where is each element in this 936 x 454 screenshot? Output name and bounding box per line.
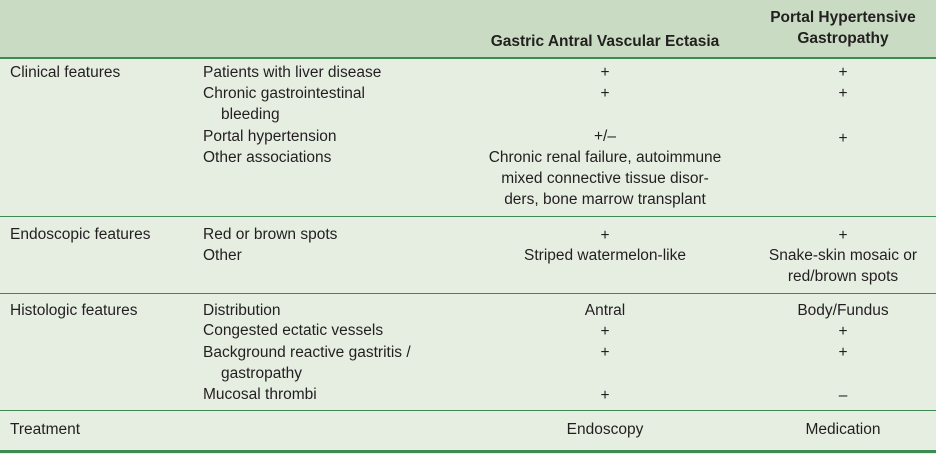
cell-phg: Medication xyxy=(805,421,881,438)
cell-gave: + xyxy=(600,344,610,361)
row-label-continued: gastropathy xyxy=(221,365,302,382)
cell-gave: Striped watermelon-like xyxy=(524,247,686,264)
feature-clinical: Clinical features xyxy=(10,64,121,81)
cell-phg: + xyxy=(838,344,848,361)
section-divider xyxy=(0,216,936,217)
cell-phg-line: Snake-skin mosaic or xyxy=(768,247,918,264)
section-divider xyxy=(0,410,936,411)
cell-phg: Body/Fundus xyxy=(797,302,889,319)
row-label: Patients with liver disease xyxy=(203,64,382,81)
header-phg-line1: Portal Hypertensive xyxy=(770,9,916,26)
feature-treatment: Treatment xyxy=(10,421,81,438)
header-phg-line2: Gastropathy xyxy=(797,30,889,47)
feature-histologic: Histologic features xyxy=(10,302,138,319)
cell-gave: + xyxy=(600,64,610,81)
cell-gave: +/– xyxy=(594,128,616,145)
row-label-continued: bleeding xyxy=(221,106,280,123)
table-bottom-border xyxy=(0,450,936,453)
row-label: Congested ectatic vessels xyxy=(203,322,384,339)
cell-phg: + xyxy=(838,130,848,147)
cell-gave-line: ders, bone marrow transplant xyxy=(504,191,706,208)
row-label: Distribution xyxy=(203,302,281,319)
cell-gave: + xyxy=(600,387,610,404)
cell-gave: + xyxy=(600,85,610,102)
cell-phg: + xyxy=(838,323,848,340)
cell-gave: Endoscopy xyxy=(566,421,644,438)
cell-gave: + xyxy=(600,227,610,244)
table-header xyxy=(0,0,936,59)
header-gave: Gastric Antral Vascular Ectasia xyxy=(490,33,720,50)
cell-gave: + xyxy=(600,323,610,340)
row-label: Red or brown spots xyxy=(203,226,338,243)
cell-phg: – xyxy=(838,387,848,404)
feature-endoscopic: Endoscopic features xyxy=(10,226,151,243)
cell-gave-line: Chronic renal failure, autoimmune xyxy=(488,149,722,166)
cell-phg-line: red/brown spots xyxy=(787,268,899,285)
cell-gave-line: mixed connective tissue disor- xyxy=(501,170,709,187)
cell-gave: Antral xyxy=(584,302,626,319)
row-label: Background reactive gastritis / xyxy=(203,344,411,361)
row-label: Chronic gastrointestinal xyxy=(203,85,365,102)
row-label: Other xyxy=(203,247,242,264)
row-label: Mucosal thrombi xyxy=(203,386,317,403)
cell-phg: + xyxy=(838,85,848,102)
row-label: Portal hypertension xyxy=(203,128,337,145)
cell-phg: + xyxy=(838,227,848,244)
cell-phg: + xyxy=(838,64,848,81)
row-label: Other associations xyxy=(203,149,332,166)
section-divider xyxy=(0,293,936,294)
